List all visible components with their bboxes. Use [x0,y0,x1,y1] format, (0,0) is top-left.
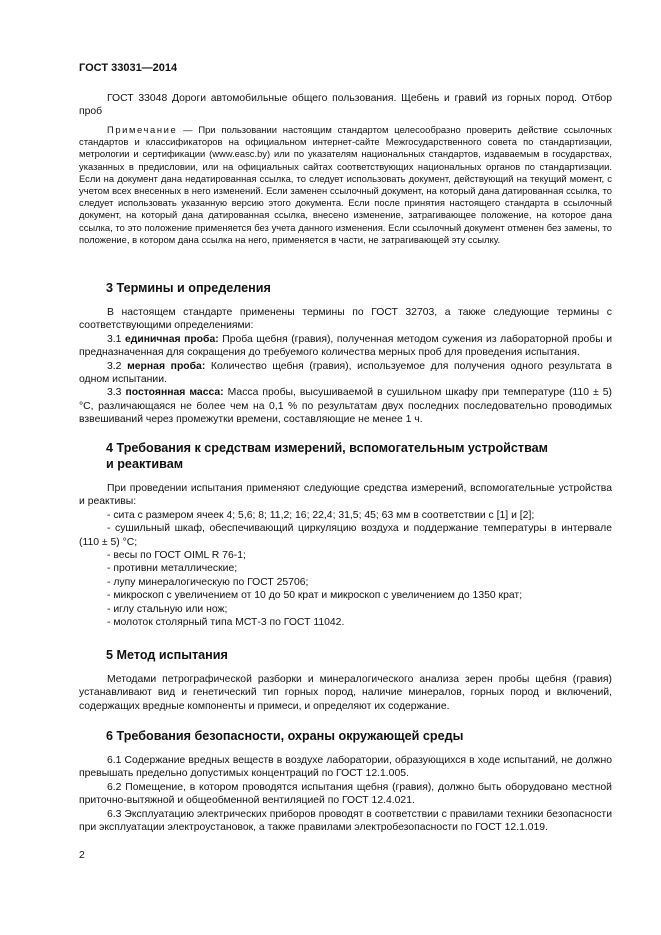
term-3-1-number: 3.1 [107,333,125,345]
section-6-3: 6.3 Эксплуатацию электрических приборов проводят в соответствии с правилами техники безопасности при эксплуатации электроустановок, а также правилами электробезопасности по ГОСТ 12.1.019. [79,808,612,834]
section-3-heading: 3 Термины и определения [106,281,271,295]
section-4-intro: При проведении испытания применяют следующие средства измерений, вспомогательные устройства и реактивы: [79,483,612,508]
list-item: - сита с размером ячеек 4; 5,6; 8; 11,2; 16; 22,4; 31,5; 45; 63 мм в соответствии с [1] и [2]; [107,509,535,521]
note-label: Примечание [107,124,178,135]
note-text: — При пользовании настоящим стандартом целесообразно проверить действие ссылочных стандартов и классификаторов на официальном интернет-сайте Межгосударственного совета по стандартизации, метрологии и сертификации (www.easc.by) или по указателям национальных стандартов, издаваемым в государствах, указанных в предисловии, или на официальных сайтах соответствующих национальных органов по стандартизации. Если на документ дана недатированная ссылка, то следует использовать документ, действующий на текущий момент, с учетом всех внесенных в него изменений. Если заменен ссылочный документ, на который дана датированная ссылка, то следует использовать указанную версию этого документа. Если после принятия настоящего стандарта в ссылочный документ, на который дана датированная ссылка, внесено изменение, затрагивающее положение, на которое дана ссылка, то это положение применяется без учета данного изменения. Если ссылочный документ отменен без замены, то положение, в котором дана ссылка на него, применяется в части, не затрагивающей эту ссылку. [79,124,612,245]
term-3-1-definition: Проба щебня (гравия), полученная методом сужения из лабораторной пробы и предназначенная для сокращения до требуемого количества мерных проб для проведения испытания. [79,333,612,359]
list-item: - противни металлические; [107,563,238,575]
section-6-heading: 6 Требования безопасности, охраны окружающей среды [106,729,464,743]
section-3-body [79,306,612,427]
section-5-text: Методами петрографической разборки и минералогического анализа зерен пробы щебня (гравия) устанавливают вид и генетический тип горных пород, наличие минералов, горных пород и включений, содержащих вредные компоненты и примеси, и определяют их содержание. [79,674,612,712]
term-3-3-term: постоянная масса: [125,387,224,399]
list-item: - молоток столярный типа МСТ-3 по ГОСТ 11042. [107,617,345,629]
list-item: - сушильный шкаф, обеспечивающий циркуляцию воздуха и поддержание температуры в интервале (110 ± 5) °С; [79,523,612,548]
term-3-2 [79,360,612,387]
document-code-header: ГОСТ 33031—2014 [79,62,178,74]
section-6-1: 6.1 Содержание вредных веществ в воздухе лаборатории, образующихся в ходе испытаний, не должно превышать предельно допустимых концентраций по ГОСТ 12.1.005. [79,755,612,780]
list-item: - лупу минералогическую по ГОСТ 25706; [107,576,309,588]
section-4-body [79,482,612,629]
list-item: - микроскоп с увеличением от 10 до 50 крат и микроскоп с увеличением до 1350 крат; [107,590,523,602]
term-3-3-number: 3.3 [107,387,126,399]
section-4-heading-line-1: 4 Требования к средствам измерений, вспомогательным устройствам [106,441,548,455]
section-5-body [79,673,612,713]
term-3-3-definition: Масса пробы, высушиваемой в сушильном шкафу при температуре (110 ± 5) °С, различающаяся не более чем на 0,1 % по результатам двух последних последовательно проводимых взвешиваний через промежутки времени, составляющие не менее 1 ч. [79,387,612,426]
section-5-heading: 5 Метод испытания [106,648,228,662]
section-3-intro: В настоящем стандарте применены термины по ГОСТ 32703, а также следующие термины с соответствующими определениями: [79,307,612,332]
page-number: 2 [79,850,85,861]
term-3-2-definition: Количество щебня (гравия), используемое для получения одного результата в одном испытании. [79,360,612,386]
reference-gost-33048: ГОСТ 33048 Дороги автомобильные общего пользования. Щебень и гравий из горных пород. Отбор проб [79,93,612,118]
section-6-body [79,754,612,834]
section-4-heading [106,441,606,472]
term-3-3 [79,386,612,426]
term-3-2-term: мерная проба: [127,360,206,372]
term-3-2-number: 3.2 [107,360,128,372]
list-item: - иглу стальную или нож; [107,603,228,615]
note-block [79,124,612,246]
term-3-1 [79,333,612,360]
section-6-2: 6.2 Помещение, в котором проводятся испытания щебня (гравия), должно быть оборудовано местной приточно-вытяжной и общеобменной вентиляцией по ГОСТ 12.4.021. [79,781,612,807]
list-item: - весы по ГОСТ OIML R 76-1; [107,550,246,562]
note-paragraph [79,124,612,246]
section-4-heading-line-2: и реактивам [106,456,184,471]
normative-reference-entry [79,92,612,119]
term-3-1-term: единичная проба: [124,333,219,345]
